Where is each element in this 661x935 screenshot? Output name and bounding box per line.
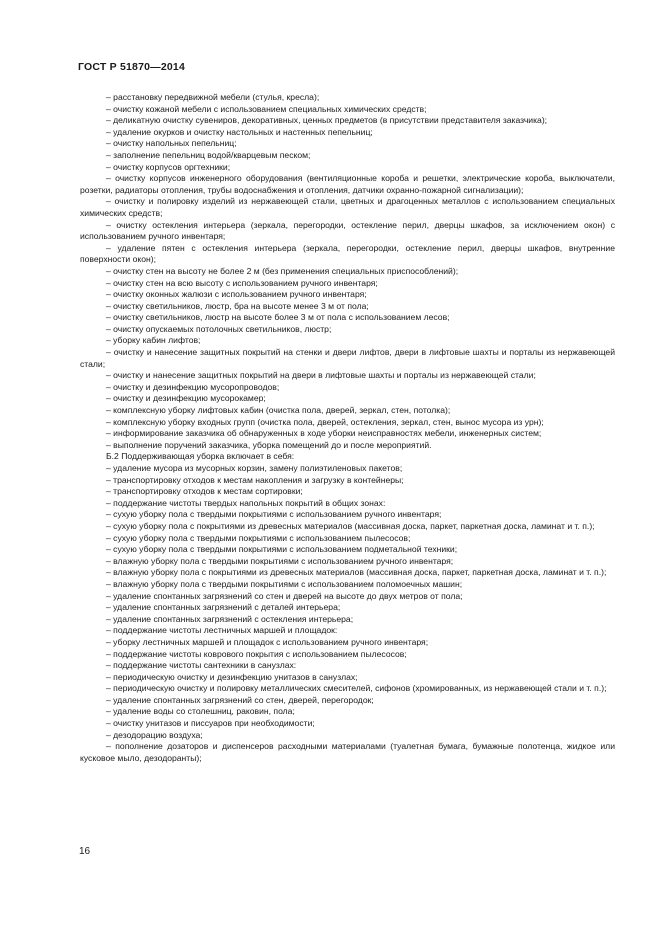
- paragraph: – влажную уборку пола с твердыми покрытиями с использованием ручного инвентаря;: [106, 555, 454, 566]
- paragraph: – транспортировку отходов к местам накопления и загрузку в контейнеры;: [106, 474, 404, 485]
- paragraph: – комплексную уборку лифтовых кабин (очистка пола, дверей, зеркал, стен, потолка);: [106, 405, 451, 416]
- paragraph: – поддержание чистоты сантехники в санузлах:: [106, 660, 297, 671]
- paragraph: – сухую уборку пола с твердыми покрытиями с использованием ручного инвентаря;: [106, 509, 442, 520]
- paragraph: – транспортировку отходов к местам сортировки;: [106, 486, 303, 497]
- paragraph: – дезодорацию воздуха;: [106, 729, 203, 740]
- paragraph: – очистку и дезинфекцию мусоропроводов;: [106, 381, 280, 392]
- paragraph: – очистку корпусов оргтехники;: [106, 161, 231, 172]
- paragraph: – очистку корпусов инженерного оборудования (вентиляционные короба и решетки, электрические короба, выключатели, розетки, радиаторы отопления, трубы водоснабжения и отопления, датчики охранно-пожарной сигнализации);: [80, 173, 615, 195]
- paragraph: – деликатную очистку сувениров, декоративных, ценных предметов (в присутствии представителя заказчика);: [106, 115, 548, 126]
- paragraph: – очистку кожаной мебели с использованием специальных химических средств;: [106, 103, 427, 114]
- paragraph: – удаление спонтанных загрязнений со стен и дверей на высоте до двух метров от пола;: [106, 590, 463, 601]
- paragraph: – информирование заказчика об обнаруженных в ходе уборки неисправностях мебели, инженерных систем;: [106, 428, 542, 439]
- paragraph: – сухую уборку пола с твердыми покрытиями с использованием подметальной техники;: [106, 544, 458, 555]
- paragraph: – пополнение дозаторов и диспенсеров расходными материалами (туалетная бумага, бумажные полотенца, жидкое или кусковое мыло, дезодоранты);: [80, 741, 615, 763]
- paragraph: – очистку и дезинфекцию мусорокамер;: [106, 393, 266, 404]
- paragraph: – влажную уборку пола с твердыми покрытиями с использованием поломоечных машин;: [106, 578, 463, 589]
- page-number: 16: [79, 846, 91, 857]
- paragraph: – удаление спонтанных загрязнений с деталей интерьера;: [106, 602, 341, 613]
- paragraph: – удаление мусора из мусорных корзин, замену полиэтиленовых пакетов;: [106, 463, 403, 473]
- paragraph: – очистку стен на всю высоту с использованием ручного инвентаря;: [106, 277, 378, 288]
- paragraph: – очистку светильников, люстр, бра на высоте менее 3 м от пола;: [106, 300, 369, 311]
- paragraph: – поддержание чистоты твердых напольных покрытий в общих зонах:: [106, 497, 386, 508]
- paragraph: – выполнение поручений заказчика, уборка помещений до и после мероприятий.: [106, 439, 432, 450]
- paragraph: – удаление окурков и очистку настольных и настенных пепельниц;: [106, 126, 373, 137]
- paragraph: Б.2 Поддерживающая уборка включает в себя:: [106, 451, 295, 462]
- paragraph: – уборку лестничных маршей и площадок с использованием ручного инвентаря;: [106, 636, 429, 647]
- paragraph: – очистку и полировку изделий из нержавеющей стали, цветных и драгоценных металлов с использованием специальных химических средств;: [80, 196, 615, 218]
- document-header: ГОСТ Р 51870—2014: [78, 61, 186, 73]
- paragraph: – периодическую очистку и дезинфекцию унитазов в санузлах;: [106, 671, 358, 682]
- paragraph: – сухую уборку пола с твердыми покрытиями с использованием пылесосов;: [106, 532, 411, 543]
- paragraph: – удаление спонтанных загрязнений с остекления интерьера;: [106, 613, 354, 624]
- paragraph: – очистку напольных пепельниц;: [106, 138, 237, 149]
- paragraph: – удаление спонтанных загрязнений со стен, дверей, перегородок;: [106, 694, 374, 705]
- paragraph: – удаление воды со столешниц, раковин, пола;: [106, 706, 295, 717]
- paragraph: – поддержание чистоты коврового покрытия с использованием пылесосов;: [106, 648, 407, 659]
- paragraph: – очистку стен на высоту не более 2 м (без применения специальных приспособлений);: [106, 265, 459, 276]
- document-body: [80, 92, 615, 764]
- paragraph: – периодическую очистку и полировку металлических смесителей, сифонов (хромированных, из нержавеющей стали и т. п.);: [106, 683, 607, 694]
- paragraph: – очистку и нанесение защитных покрытий на стенки и двери лифтов, двери в лифтовые шахты и порталы из нержавеющей стали;: [80, 347, 615, 369]
- paragraph: – удаление пятен с остекления интерьера (зеркала, перегородки, остекление перил, дверцы шкафов, внутренние поверхности окон);: [80, 242, 615, 265]
- paragraph: – заполнение пепельниц водой/кварцевым песком;: [106, 149, 311, 160]
- paragraph: – поддержание чистоты лестничных маршей и площадок:: [106, 625, 338, 636]
- paragraph: – очистку светильников, люстр на высоте более 3 м от пола с использованием лесов;: [106, 312, 450, 323]
- paragraph: – очистку и нанесение защитных покрытий на двери в лифтовые шахты и порталы из нержавеющей стали;: [106, 370, 536, 381]
- paragraph: – уборку кабин лифтов;: [106, 335, 201, 346]
- paragraph: – очистку остекления интерьера (зеркала, перегородки, остекление перил, дверцы шкафов, за исключением окон) с использованием ручного инвентаря;: [80, 219, 615, 242]
- paragraph: – очистку опускаемых потолочных светильников, люстр;: [106, 323, 332, 334]
- paragraph: – комплексную уборку входных групп (очистка пола, дверей, остекления, зеркал, стен, вынос мусора из урн);: [106, 416, 544, 427]
- paragraph: – расстановку передвижной мебели (стулья, кресла);: [106, 92, 320, 102]
- paragraph: – очистку оконных жалюзи с использованием ручного инвентаря;: [106, 289, 367, 300]
- paragraph: – влажную уборку пола с покрытиями из древесных материалов (массивная доска, паркет, паркетная доска, ламинат и т. п.);: [106, 567, 607, 578]
- paragraph: – сухую уборку пола с покрытиями из древесных материалов (массивная доска, паркет, паркетная доска, ламинат и т. п.);: [106, 520, 595, 531]
- paragraph: – очистку унитазов и писсуаров при необходимости;: [106, 718, 315, 729]
